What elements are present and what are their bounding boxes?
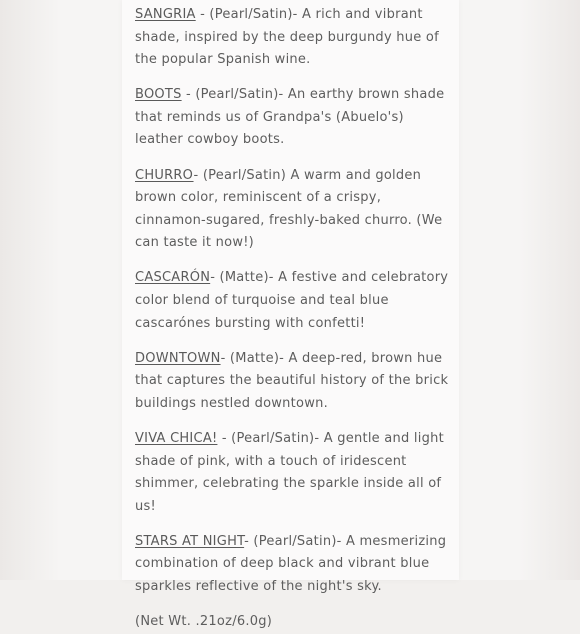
shade-entry-stars-at-night — [135, 531, 455, 599]
shade-entry-cascaron — [135, 267, 455, 335]
shade-entry-churro — [135, 165, 455, 255]
shade-link-stars-at-night[interactable]: STARS AT NIGHT — [135, 533, 245, 549]
shade-link-cascaron[interactable]: CASCARÓN — [135, 270, 211, 286]
shade-entry-viva-chica — [135, 428, 455, 518]
shade-desc-cascaron: - (Matte)- A festive and celebratory color blend of turquoise and teal blue cascarónes bursting with confetti! — [135, 270, 449, 331]
shade-desc-downtown: - (Matte)- A deep-red, brown hue that captures the beautiful history of the brick buildings nestled downtown. — [135, 350, 449, 411]
shade-desc-sangria: - (Pearl/Satin)- A rich and vibrant shade, inspired by the deep burgundy hue of the popular Spanish wine. — [135, 7, 439, 68]
shade-link-boots[interactable]: BOOTS — [135, 87, 182, 103]
shade-link-churro[interactable]: CHURRO — [135, 167, 194, 183]
shade-desc-stars-at-night: - (Pearl/Satin)- A mesmerizing combination of deep black and vibrant blue sparkles reflective of the night's sky. — [135, 533, 447, 595]
shade-entry-sangria — [135, 4, 455, 72]
shade-link-sangria[interactable]: SANGRIA — [135, 7, 196, 22]
shade-entry-boots — [135, 84, 455, 152]
shade-link-downtown[interactable]: DOWNTOWN — [135, 350, 221, 366]
shade-desc-churro: - (Pearl/Satin) A warm and golden brown color, reminiscent of a crispy, cinnamon-sugared, freshly-baked churro. (We can taste it now!) — [135, 167, 443, 251]
product-description — [135, 4, 455, 634]
shade-link-viva-chica[interactable]: VIVA CHICA! — [135, 431, 218, 446]
shade-desc-viva-chica: - (Pearl/Satin)- A gentle and light shade of pink, with a touch of iridescent shimmer, celebrating the sparkle inside all of us! — [135, 431, 444, 514]
net-weight: (Net Wt. .21oz/6.0g) — [135, 614, 273, 630]
shade-entry-downtown — [135, 348, 455, 416]
shade-desc-boots: - (Pearl/Satin)- An earthy brown shade that reminds us of Grandpa's (Abuelo's) leather cowboy boots. — [135, 87, 445, 148]
